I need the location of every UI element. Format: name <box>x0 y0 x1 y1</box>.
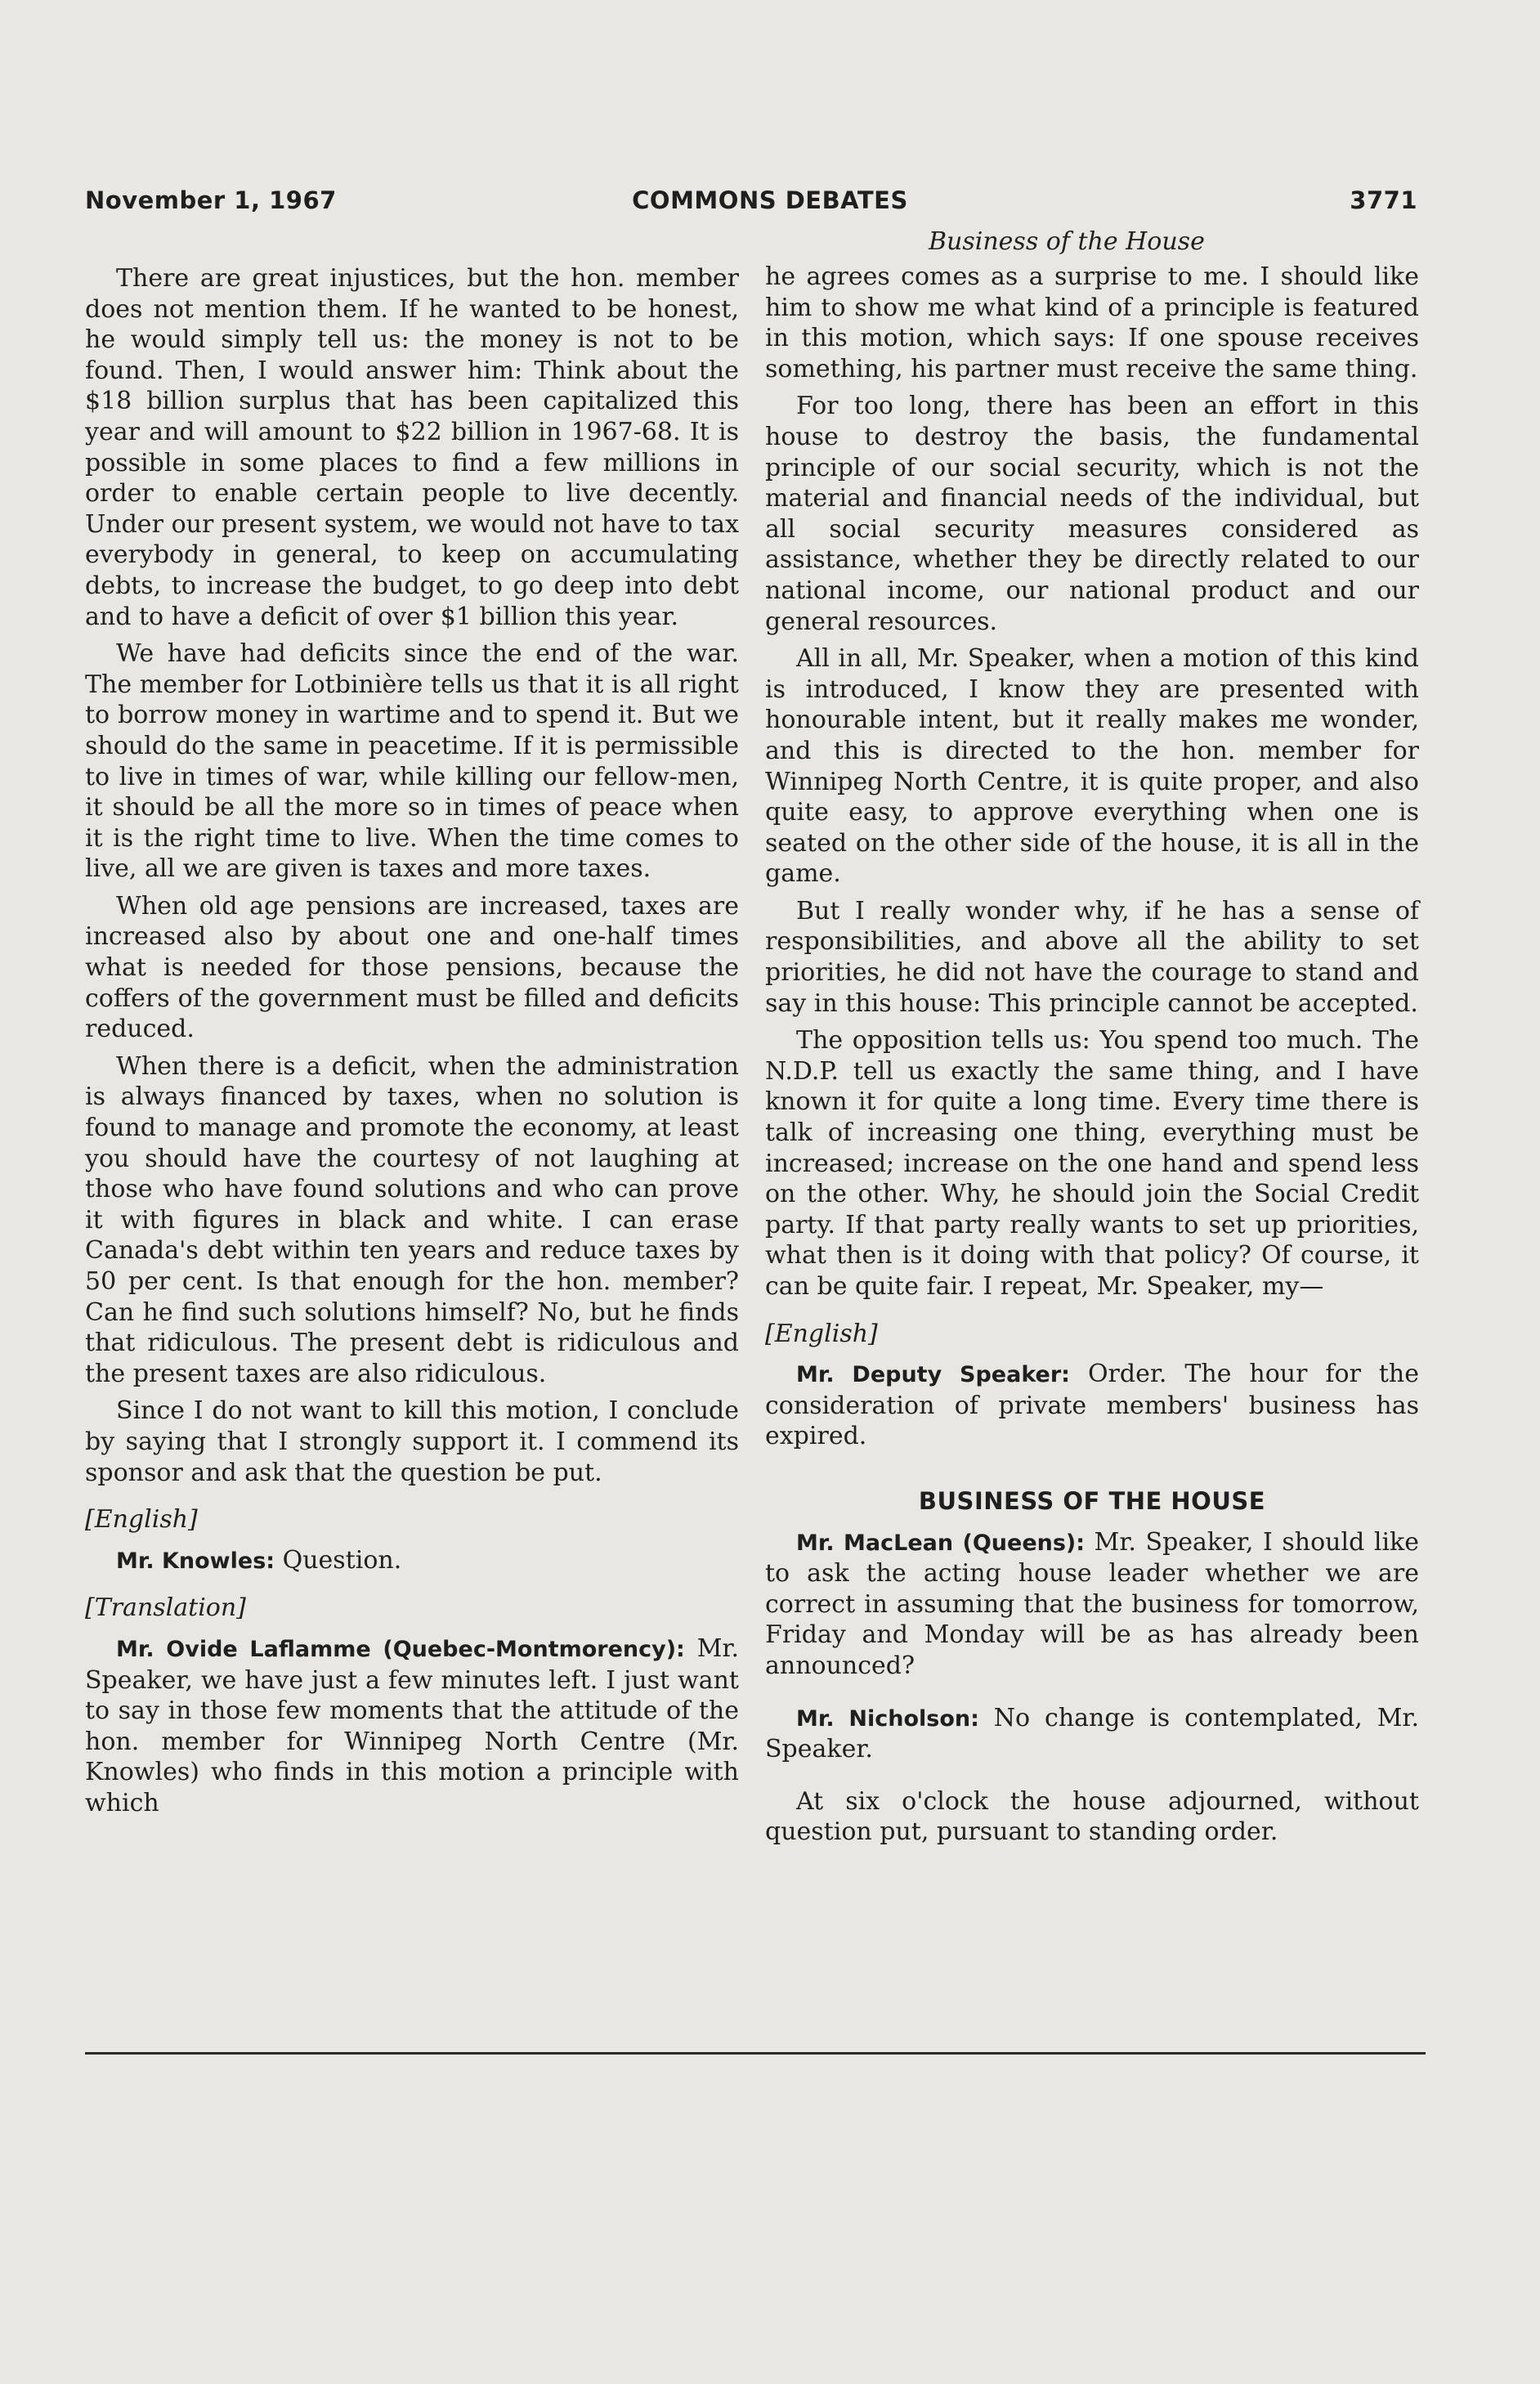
language-marker: [Translation] <box>85 1593 246 1623</box>
paragraph: We have had deficits since the end of the war. The member for Lotbinière tells us that it is all right to borrow money in wartime and to spend it. But we should do the same in peacetime. If it is permissible to live in times of war, while killing our fellow-men, it should be all the more so in times of peace when it is the right time to live. When the time comes to live, all we are given is taxes and more taxes. <box>85 639 739 884</box>
header-page-number: 3771 <box>1350 186 1417 214</box>
speech-text: Mr. Speaker, we have just a few minutes left. I just want to say in those few moments that the attitude of the hon. member for Winnipeg North Centre (Mr. Knowles) who finds in this motion a principle with which <box>85 1633 739 1817</box>
speaker-name: Mr. MacLean (Queens): <box>796 1530 1086 1556</box>
speech-text: Question. <box>275 1545 402 1575</box>
paragraph: When old age pensions are increased, taxes are increased also by about one and one-half times what is needed for those pensions, because the coffers of the government must be filled and deficits reduced. <box>85 891 739 1044</box>
speech-text: Order. The hour for the consideration of private members' business has expired. <box>765 1360 1420 1451</box>
speech-text: Mr. Speaker, I should like to ask the acting house leader whether we are correct in assuming that the business for tomorrow, Friday and Monday will be as has already been announced? <box>765 1527 1419 1680</box>
speaker-name: Mr. Knowles: <box>116 1548 275 1574</box>
right-column <box>765 262 1419 1854</box>
language-marker: [English] <box>765 1319 878 1348</box>
speech-deputy-speaker <box>765 1359 1419 1452</box>
speaker-name: Mr. Nicholson: <box>796 1705 979 1732</box>
speech-text: No change is contemplated, Mr. Speaker. <box>765 1703 1419 1764</box>
bottom-rule <box>85 2052 1426 2055</box>
paragraph: For too long, there has been an effort in this house to destroy the basis, the fundamental principle of our social security, which is not the material and financial needs of the individual, but all social security measures considered as assistance, whether they be directly related to our national income, our national product and our general resources. <box>765 392 1419 636</box>
paragraph: All in all, Mr. Speaker, when a motion of this kind is introduced, I know they are presented with honourable intent, but it really makes me wonder, and this is directed to the hon. member for Winnipeg North Centre, it is quite proper, and also quite easy, to approve everything when one is seated on the other side of the house, it is all in the game. <box>765 644 1419 889</box>
speaker-name: Mr. Ovide Laflamme (Quebec-Montmorency): <box>116 1636 685 1662</box>
running-head: Business of the House <box>929 227 1205 256</box>
paragraph: When there is a deficit, when the administration is always financed by taxes, when no solution is found to manage and promote the economy, at least you should have the courtesy of not laughing at those who have found solutions and who can prove it with figures in black and white. I can erase Canada's debt within ten years and reduce taxes by 50 per cent. Is that enough for the hon. member? Can he find such solutions himself? No, but he finds that ridiculous. The present debt is ridiculous and the present taxes are also ridiculous. <box>85 1051 739 1388</box>
left-column <box>85 263 739 1826</box>
speech-nicholson <box>765 1703 1419 1765</box>
language-marker: [English] <box>85 1505 198 1535</box>
speaker-name: Mr. Deputy Speaker: <box>796 1362 1070 1388</box>
paragraph: There are great injustices, but the hon. member does not mention them. If he wanted to be honest, he would simply tell us: the money is not to be found. Then, I would answer him: Think about the $18 billion surplus that has been capitalized this year and will amount to $22 billion in 1967-68. It is possible in some places to find a few millions in order to enable certain people to live decently. Under our present system, we would not have to tax everybody in general, to keep on accumulating debts, to increase the budget, to go deep into debt and to have a deficit of over $1 billion this year. <box>85 264 739 631</box>
speech-maclean <box>765 1527 1419 1682</box>
section-heading: BUSINESS OF THE HOUSE <box>918 1486 1266 1515</box>
speech-laflamme <box>85 1633 739 1819</box>
paragraph: he agrees comes as a surprise to me. I should like him to show me what kind of a principle is featured in this motion, which says: If one spouse receives something, his partner must receive the same thing. <box>765 262 1419 383</box>
header-date: November 1, 1967 <box>85 186 337 214</box>
paragraph: But I really wonder why, if he has a sense of responsibilities, and above all the ability to set priorities, he did not have the courage to stand and say in this house: This principle cannot be accepted. <box>765 896 1419 1018</box>
header-title: COMMONS DEBATES <box>632 186 908 214</box>
adjournment-note: At six o'clock the house adjourned, without question put, pursuant to standing order. <box>765 1786 1419 1847</box>
paragraph: The opposition tells us: You spend too much. The N.D.P. tell us exactly the same thing, and I have known it for quite a long time. Every time there is talk of increasing one thing, everything must be increased; increase on the one hand and spend less on the other. Why, he should join the Social Credit party. If that party really wants to set up priorities, what then is it doing with that policy? Of course, it can be quite fair. I repeat, Mr. Speaker, my— <box>765 1026 1419 1301</box>
speech-knowles <box>85 1545 739 1577</box>
paragraph: Since I do not want to kill this motion, I conclude by saying that I strongly support it. I commend its sponsor and ask that the question be put. <box>85 1396 739 1487</box>
